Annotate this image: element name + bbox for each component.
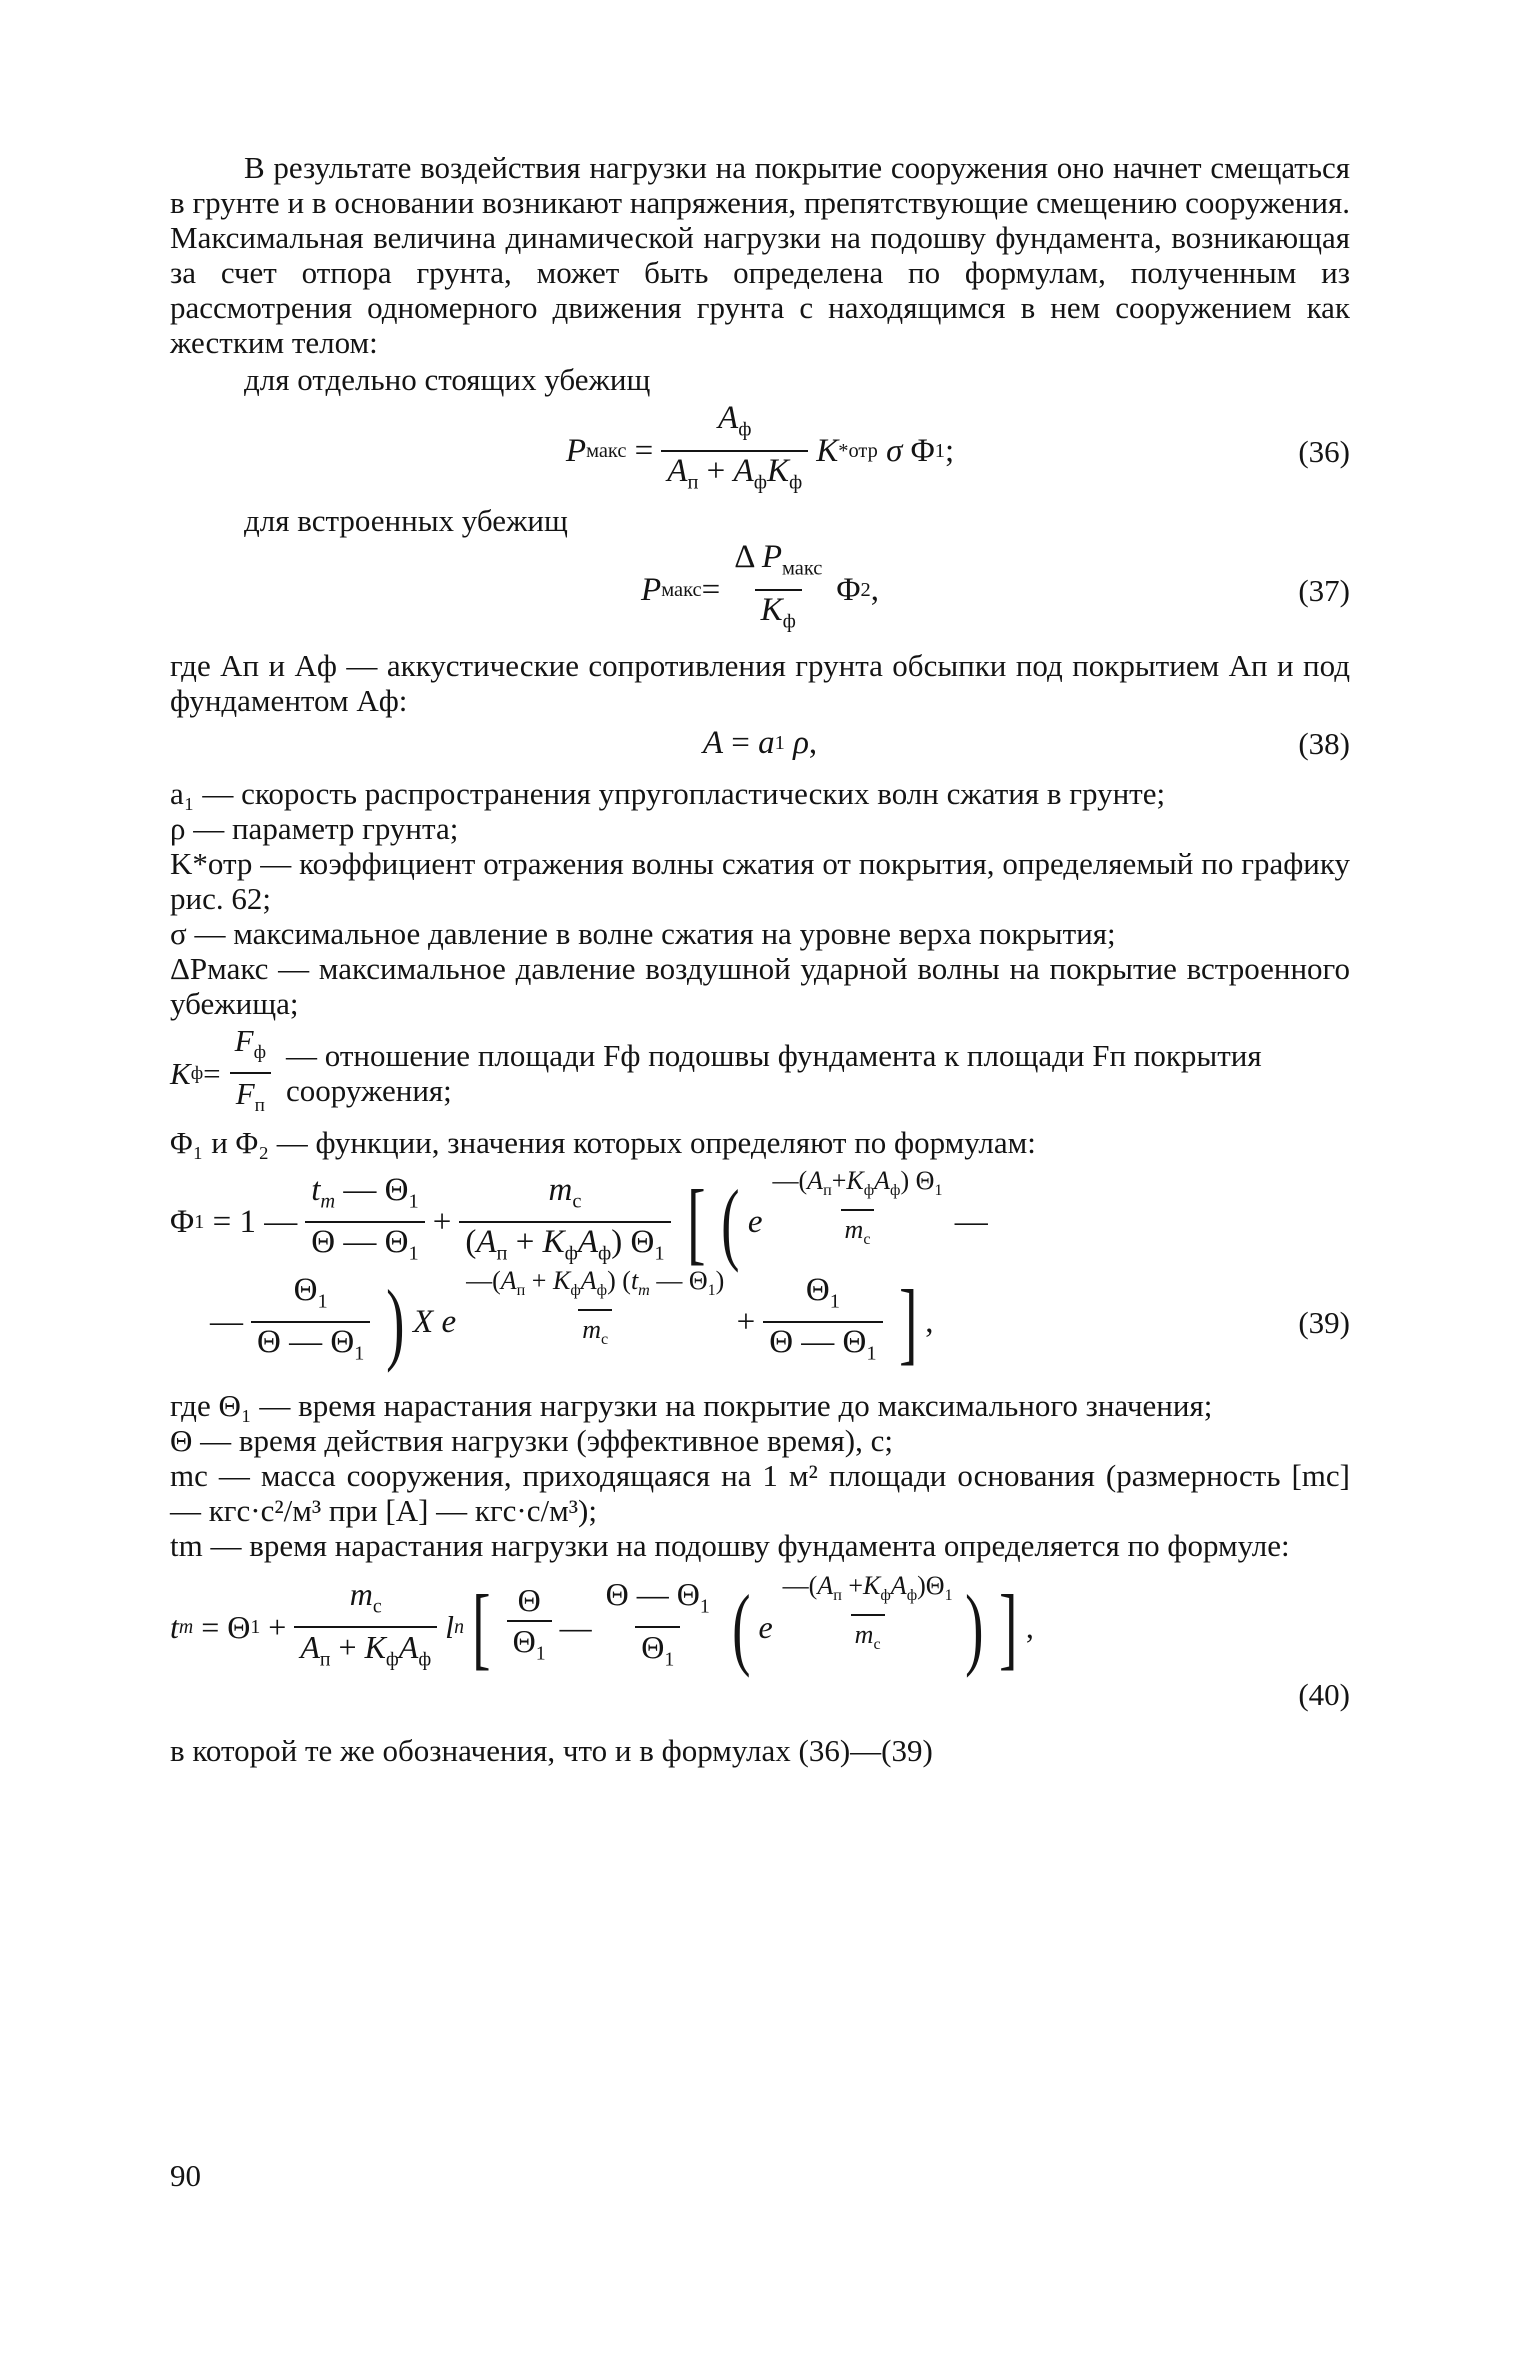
page-body [170, 150, 1350, 1768]
definition-a1: a₁ — скорость распространения упругопластических волн сжатия в грунте; [170, 776, 1166, 811]
equation-number: (37) [1298, 572, 1350, 608]
intro-paragraph: В результате воздействия нагрузки на покрытие сооружения оно начнет смещаться в грунте и в основании возникают напряжения, препятствующие смещению сооружения. Максимальная величина динамической нагрузки на подошву фундамента, возникающая за счет отпора грунта, может быть определена по формулам, полученным из рассмотрения одномерного движения грунта с находящимся в нем сооружением как жестким телом: [170, 150, 1350, 360]
equation-36: P макс = $\frac{A_ф}{A_п + A_фK_ф}$ K * отр σ Φ 1 ; (36) [170, 403, 1350, 499]
definition-rho: ρ — параметр грунта; [170, 811, 459, 846]
equation-number: (36) [1298, 433, 1350, 469]
definition-delta-p: ΔPмакс — максимальное давление воздушной ударной волны на покрытие встроенного убежища; [170, 951, 1350, 1021]
equation-number: (40) [1298, 1677, 1350, 1713]
definition-kf-text: — отношение площади Fф подошвы фундамента к площади Fп покрытия сооружения; [286, 1038, 1262, 1109]
definition-tm: tm — время нарастания нагрузки на подошву фундамента определяется по формуле: [170, 1528, 1290, 1564]
definition-theta1: где Θ₁ — время нарастания нагрузки на покрытие до максимального значения; [170, 1388, 1213, 1424]
equation-38: A = a 1 ρ , (38) [702, 724, 1350, 761]
equation-40: t m = Θ 1 + $\frac{m_с}{A_п + K_фA_ф}$ l n [ $\frac{\Theta}{\Theta_1}$ — $\frac{\Theta — \Theta_1}{\Theta_1}$ ( e $\frac{—(A_п +K_фA_ф)\Theta_1}{m_с}$ ) ] , (40) [170, 1571, 1350, 1713]
definition-kotr: K*отр — коэффициент отражения волны сжатия от покрытия, определяемый по графику рис. 62; [170, 846, 1350, 916]
builtin-shelters-label: для встроенных убежищ [244, 503, 568, 538]
equation-39: Φ 1 = 1 — $\frac{t_m — \Theta_1}{\Theta — \Theta_1}$ + $\frac{m_с}{(A_п + K_фA_ф) \Theta_1}$ [ ( e $\frac{—(A_п+K_фA_ф) \Theta_1}{m_с}$ — — $\frac{\Theta_1}{\Theta — \Theta_1}$ ) X e $\frac{—(A_п + K_фA_ф) (t_m — \Theta_1)}{m_с}$ + $\frac{\Theta_1}{\Theta — \Theta_1}$ ] , (39) [170, 1166, 1350, 1374]
equation-number: (39) [1298, 1304, 1350, 1340]
page-number: 90 [170, 2158, 201, 2193]
equation-number: (38) [1298, 725, 1350, 761]
separate-shelters-label: для отдельно стоящих убежищ [244, 362, 651, 397]
definition-theta: Θ — время действия нагрузки (эффективное время), с; [170, 1423, 893, 1459]
equation-37: P макс = $\frac{\Delta P_{макс}}{K_ф}$ Φ 2 , (37) [170, 542, 1350, 638]
definition-acoustic: где Aп и Aф — аккустические сопротивления грунта обсыпки под покрытием Aп и под фундаментом Aф: [170, 648, 1350, 718]
definition-phi-functions: Φ₁ и Φ₂ — функции, значения которых определяют по формулам: [170, 1125, 1036, 1161]
definition-kf: K ф = $\frac{F_ф}{F_п}$ — отношение площади Fф подошвы фундамента к площади Fп покрытия сооружения; [170, 1023, 1350, 1123]
definition-mc: mс — масса сооружения, приходящаяся на 1 м² площади основания (размерность [mс] — кгс·с²/м³ при [A] — кгс·с/м³); [170, 1458, 1350, 1529]
closing-sentence: в которой те же обозначения, что и в формулах (36)—(39) [170, 1733, 933, 1769]
definition-sigma: σ — максимальное давление в волне сжатия на уровне верха покрытия; [170, 916, 1116, 951]
